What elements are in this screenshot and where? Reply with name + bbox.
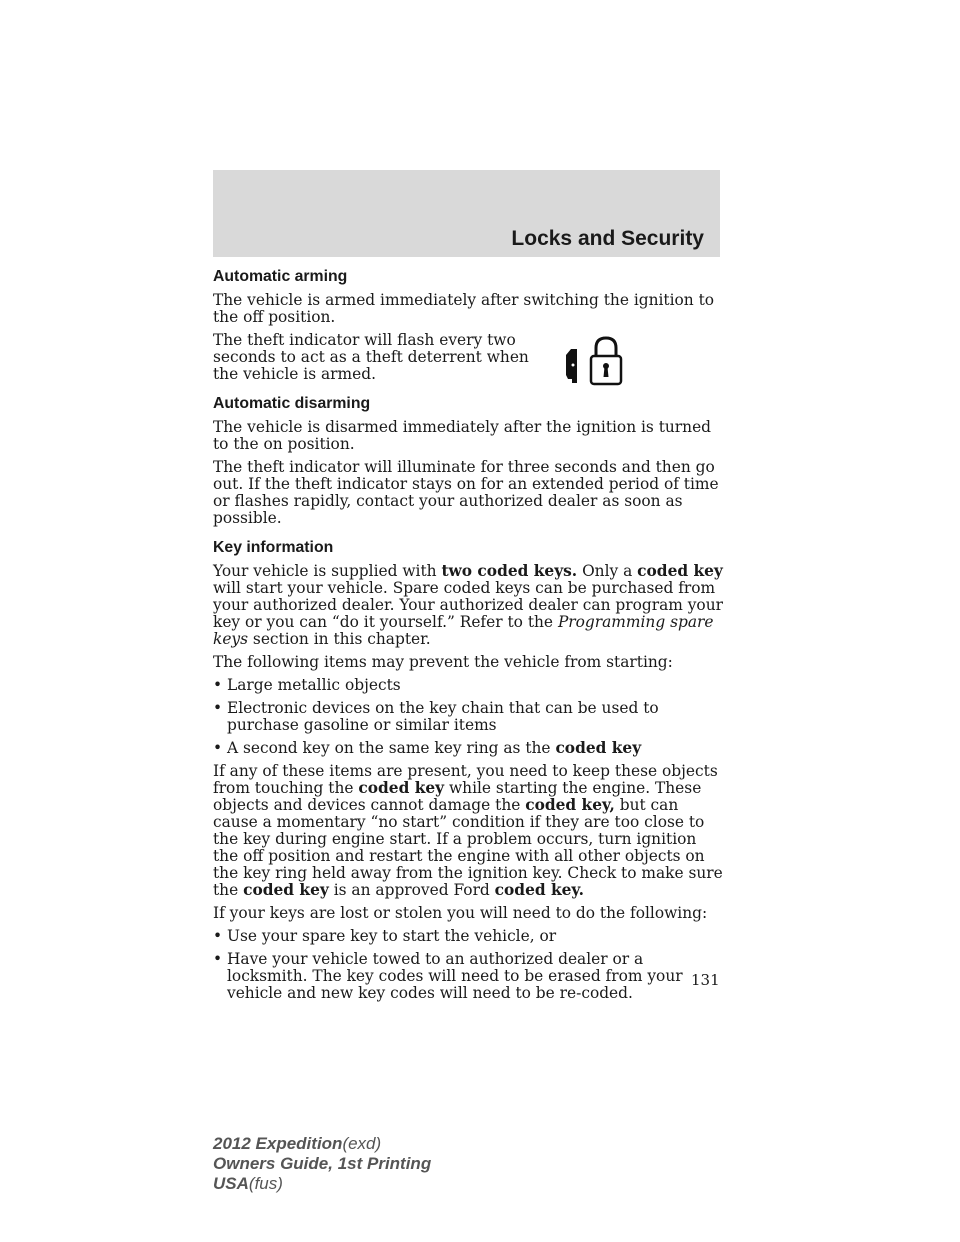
footer-line	[213, 1134, 431, 1154]
bold-text: coded key.	[494, 881, 584, 899]
list-item: • Have your vehicle towed to an authorized dealer or a locksmith. The key codes will need to be erased from your vehicle and new key codes will need to be re-coded.	[213, 951, 723, 1002]
paragraph: The following items may prevent the vehicle from starting:	[213, 653, 673, 671]
footer-code: (exd)	[342, 1134, 382, 1153]
paragraph-interference	[213, 763, 723, 899]
footer-guide: Owners Guide, 1st Printing	[213, 1154, 432, 1173]
footer-code: (fus)	[248, 1174, 283, 1193]
heading-key-information: Key information	[213, 539, 334, 556]
bold-text: coded key	[555, 739, 642, 757]
footer-model: 2012 Expedition	[213, 1134, 343, 1153]
paragraph: The vehicle is armed immediately after switching the ignition to the off position.	[213, 291, 715, 326]
print-footer	[213, 1134, 431, 1194]
page-number: 131	[691, 971, 720, 989]
footer-line	[213, 1154, 431, 1174]
paragraph-theft-indicator-flash: The theft indicator will flash every two seconds to act as a theft deterrent when the vehicle is armed.	[213, 331, 529, 383]
bold-text: coded key	[243, 881, 329, 899]
text: is an approved Ford	[328, 881, 495, 899]
bold-text: coded key	[637, 562, 723, 580]
list-item	[213, 740, 723, 757]
page-content	[213, 268, 723, 1008]
text: Your vehicle is supplied with	[213, 562, 442, 580]
heading-automatic-arming: Automatic arming	[213, 268, 348, 285]
list-item: • Use your spare key to start the vehicle, or	[213, 928, 723, 945]
list-item: • Large metallic objects	[213, 677, 723, 694]
paragraph-coded-keys	[213, 563, 723, 648]
text: while starting the engine. These objects and devices cannot damage the	[213, 779, 702, 814]
bold-text: coded key,	[525, 796, 615, 814]
heading-automatic-disarming: Automatic disarming	[213, 395, 371, 412]
paragraph: If your keys are lost or stolen you will need to do the following:	[213, 904, 708, 922]
text: will start your vehicle. Spare coded keys can be purchased from your authorized dealer. Your authorized dealer can program your key or you can “do it yourself.” Refer to the	[213, 579, 723, 631]
section-title: Locks and Security	[511, 227, 704, 250]
text: If any of these items are present, you need to keep these objects from touching the	[213, 762, 718, 797]
text: section in this chapter.	[248, 630, 431, 648]
italic-reference: Programming spare keys	[213, 613, 714, 648]
text: Only a	[577, 562, 638, 580]
bold-text: coded key	[358, 779, 445, 797]
paragraph: The theft indicator will illuminate for three seconds and then go out. If the theft indicator stays on for an extended period of time or flashes rapidly, contact your authorized dealer as soon as possible.	[213, 458, 719, 527]
text: A second key on the same key ring as the	[227, 739, 556, 757]
section-header	[213, 170, 720, 257]
bold-text: two coded keys.	[441, 562, 578, 580]
footer-market: USA	[213, 1174, 249, 1193]
list-item: • Electronic devices on the key chain that can be used to purchase gasoline or similar items	[213, 700, 723, 734]
paragraph: The vehicle is disarmed immediately after the ignition is turned to the on position.	[213, 418, 712, 453]
text: but can cause a momentary “no start” condition if they are too close to the key during engine start. If a problem occurs, turn ignition the off position and restart the engine with all other objects on the key ring held away from the ignition key. Check to make sure the	[213, 796, 723, 899]
footer-line	[213, 1174, 431, 1194]
